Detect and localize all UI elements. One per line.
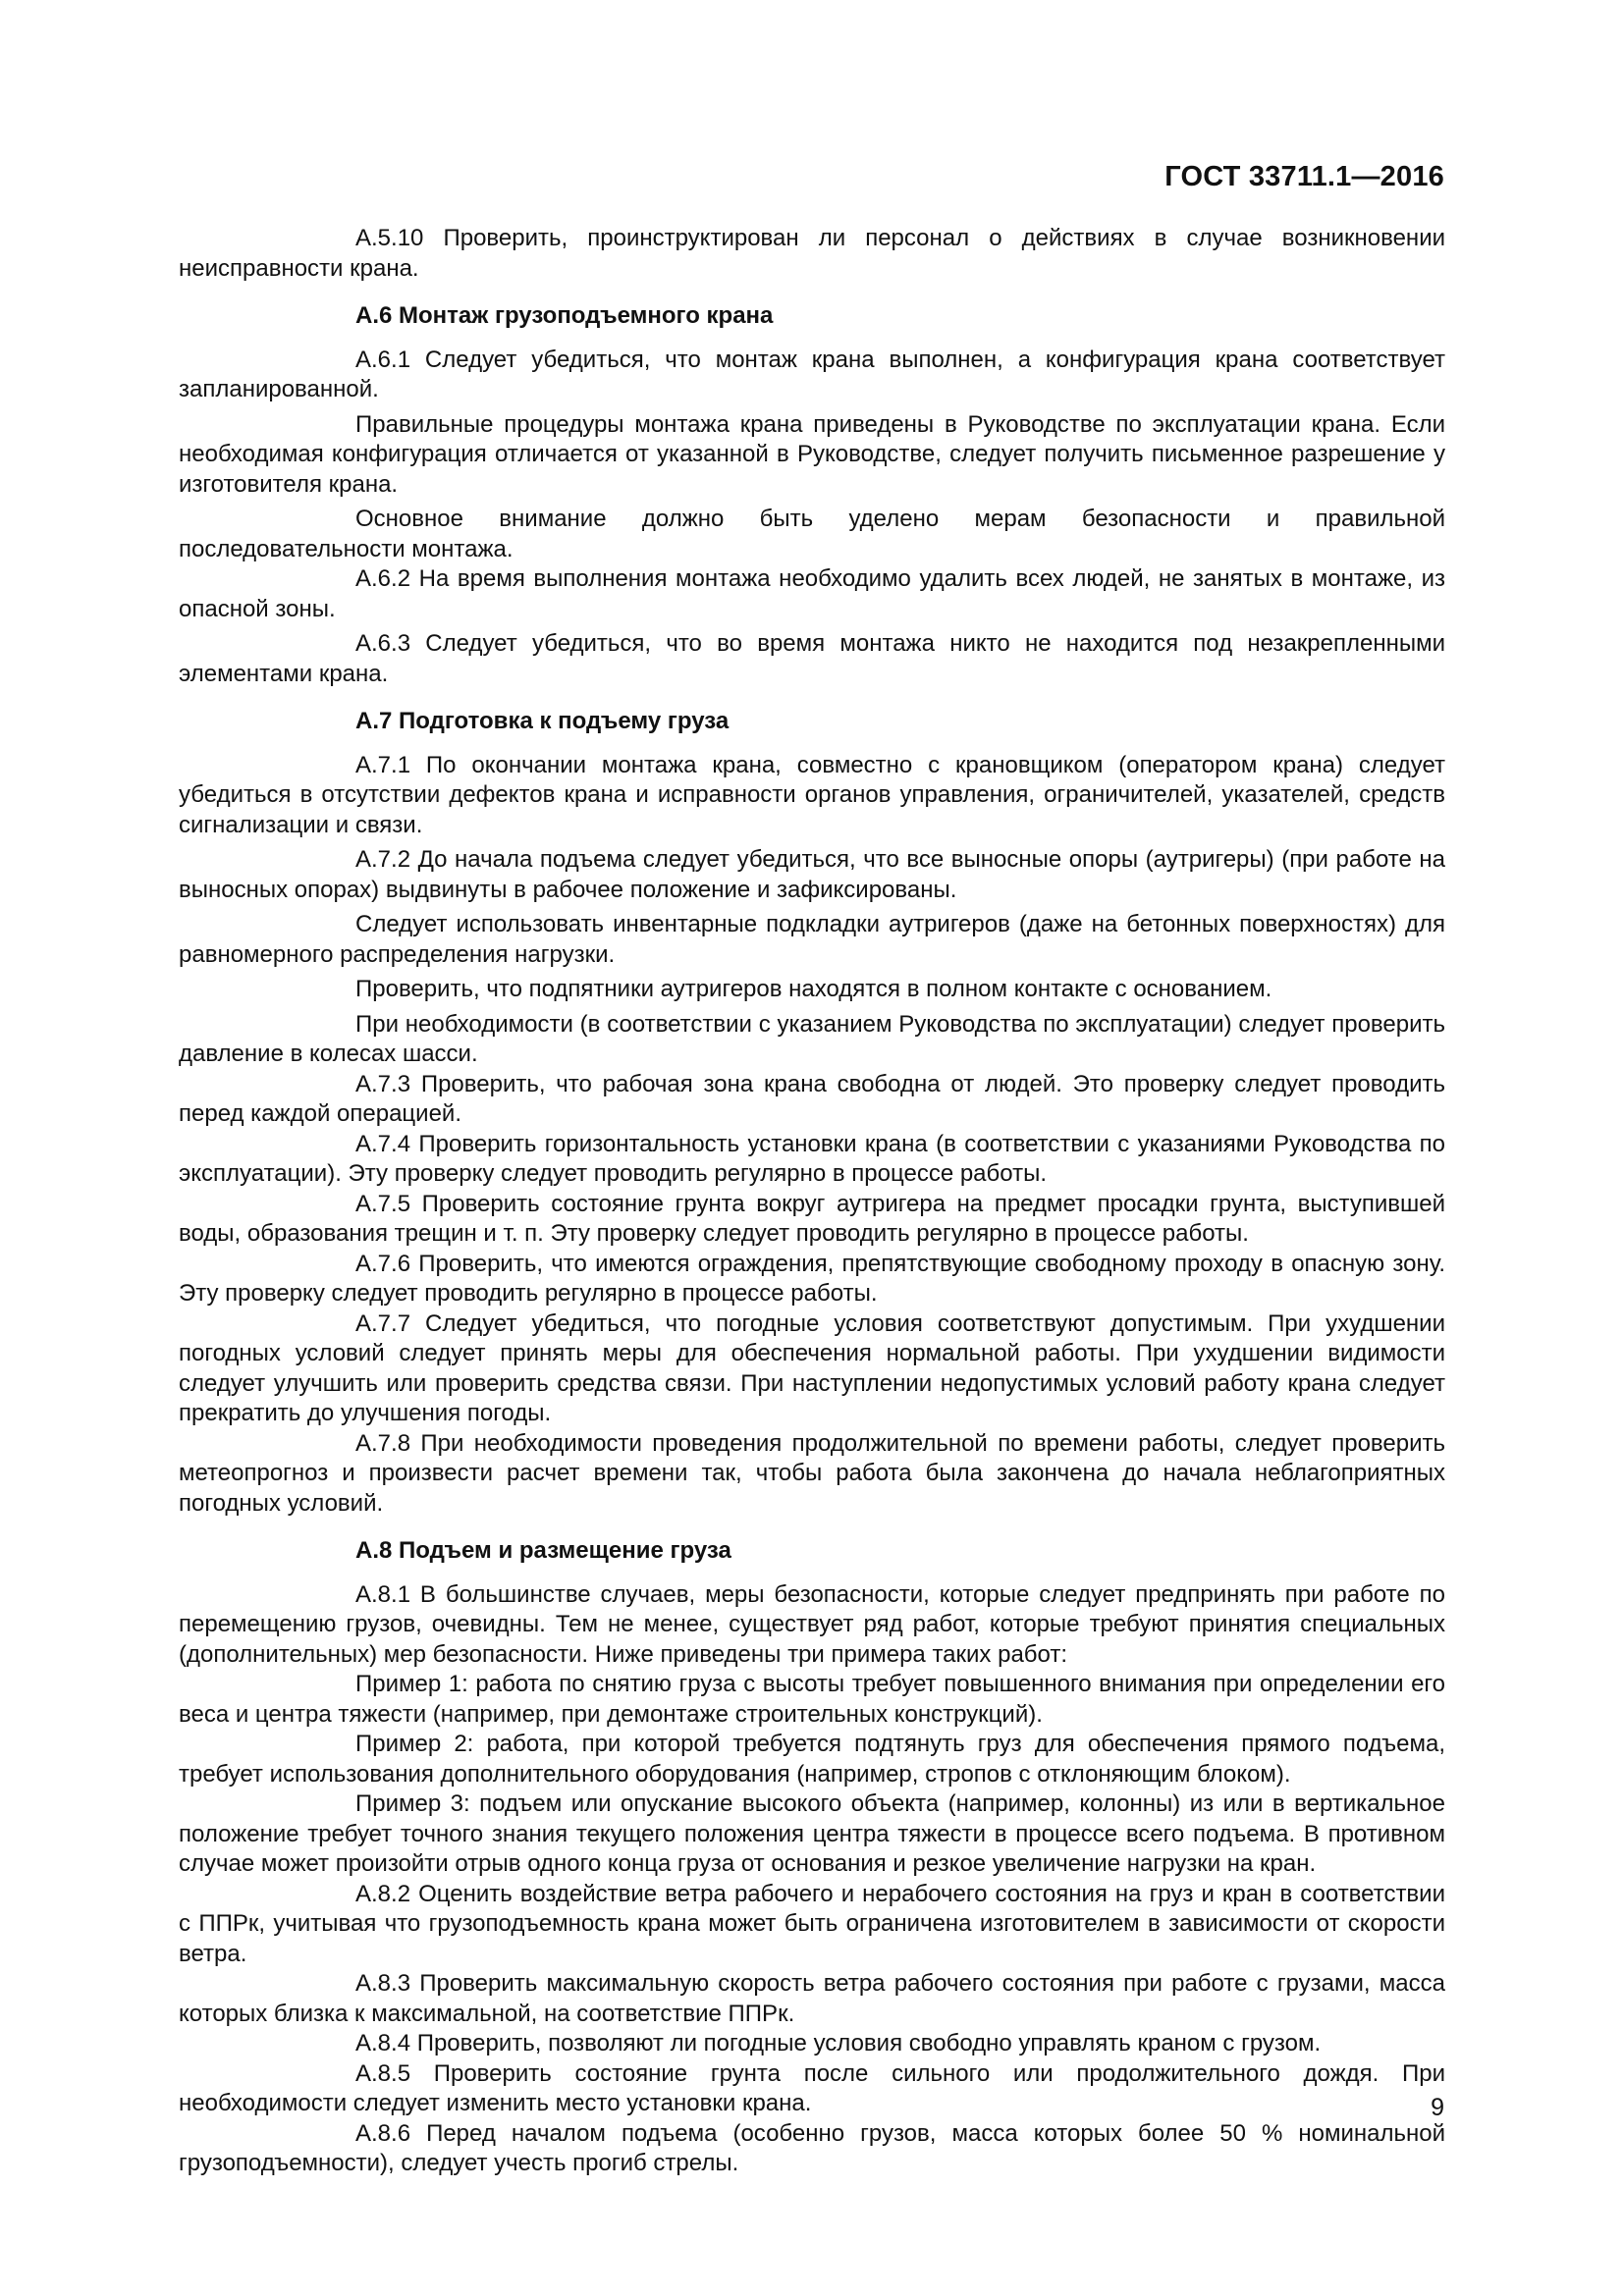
page-number: 9 [1431,2094,1444,2121]
paragraph-a-8-1: А.8.1 В большинстве случаев, меры безопасности, которые следует предпринять при работе по перемещению грузов, очевидны. Тем не менее, существует ряд работ, которые требуют принятия специальных (дополнительных) мер безопасности. Ниже приведены три примера таких работ: [179,1580,1445,1668]
paragraph-a-6-3: А.6.3 Следует убедиться, что во время монтажа никто не находится под незакрепленными элементами крана. [179,630,1445,687]
heading-a-8: А.8 Подъем и размещение груза [355,1537,731,1564]
paragraph-a-7-8: А.7.8 При необходимости проведения продолжительной по времени работы, следует проверить метеопрогноз и произвести расчет времени так, чтобы работа была закончена до начала неблагоприятных погодных условий. [179,1429,1445,1517]
paragraph-a-7-2-pressure: При необходимости (в соответствии с указанием Руководства по эксплуатации) следует проверить давление в колесах шасси. [179,1010,1445,1067]
paragraph-example-1: Пример 1: работа по снятию груза с высоты требует повышенного внимания при определении его веса и центра тяжести (например, при демонтаже строительных конструкций). [179,1671,1445,1728]
paragraph-a-5-10: А.5.10 Проверить, проинструктирован ли персонал о действиях в случае возникновении неисправности крана. [179,225,1445,282]
paragraph-a-6-1-note: Правильные процедуры монтажа крана приведены в Руководстве по эксплуатации крана. Если необходимая конфигурация отличается от указанной в Руководстве, следует получить письменное разрешение у изготовителя крана. [179,410,1445,498]
paragraph-a-7-4: А.7.4 Проверить горизонтальность установки крана (в соответствии с указаниями Руководства по эксплуатации). Эту проверку следует проводить регулярно в процессе работы. [179,1130,1445,1187]
paragraph-a-7-6: А.7.6 Проверить, что имеются ограждения, препятствующие свободному проходу в опасную зону. Эту проверку следует проводить регулярно в процессе работы. [179,1250,1445,1307]
paragraph-a-7-1: А.7.1 По окончании монтажа крана, совместно с крановщиком (оператором крана) следует убедиться в отсутствии дефектов крана и исправности органов управления, ограничителей, указателей, средств сигнализации и связи. [179,751,1445,838]
document-body [179,224,1445,2179]
paragraph-a-7-7: А.7.7 Следует убедиться, что погодные условия соответствуют допустимым. При ухудшении погодных условий следует принять меры для обеспечения нормальной работы. При ухудшении видимости следует улучшить или проверить средства связи. При наступлении недопустимых условий работу крана следует прекратить до улучшения погоды. [179,1309,1445,1426]
paragraph-a-6-1-attention: Основное внимание должно быть уделено мерам безопасности и правильной последовательности монтажа. [179,506,1445,562]
document-number: ГОСТ 33711.1—2016 [1164,161,1444,192]
paragraph-example-2: Пример 2: работа, при которой требуется подтянуть груз для обеспечения прямого подъема, требует использования дополнительного оборудования (например, стропов с отклоняющим блоком). [179,1731,1445,1788]
paragraph-a-8-3: А.8.3 Проверить максимальную скорость ветра рабочего состояния при работе с грузами, масса которых близка к максимальной, на соответствие ППРк. [179,1970,1445,2027]
paragraph-a-7-5: А.7.5 Проверить состояние грунта вокруг аутригера на предмет просадки грунта, выступившей воды, образования трещин и т. п. Эту проверку следует проводить регулярно в процессе работы. [179,1190,1445,1247]
paragraph-a-8-2: А.8.2 Оценить воздействие ветра рабочего и нерабочего состояния на груз и кран в соответствии с ППРк, учитывая что грузоподъемность крана может быть ограничена изготовителем в зависимости от скорости ветра. [179,1880,1445,1967]
paragraph-a-8-6: А.8.6 Перед началом подъема (особенно грузов, масса которых более 50 % номинальной грузоподъемности), следует учесть прогиб стрелы. [179,2119,1445,2176]
paragraph-a-7-3: А.7.3 Проверить, что рабочая зона крана свободна от людей. Это проверку следует проводить перед каждой операцией. [179,1070,1445,1127]
paragraph-example-3: Пример 3: подъем или опускание высокого объекта (например, колонны) из или в вертикальное положение требует точного знания текущего положения центра тяжести в процессе всего подъема. В противном случае может произойти отрыв одного конца груза от основания и резкое увеличение нагрузки на кран. [179,1790,1445,1877]
paragraph-a-6-1: А.6.1 Следует убедиться, что монтаж крана выполнен, а конфигурация крана соответствует запланированной. [179,346,1445,402]
heading-a-6: А.6 Монтаж грузоподъемного крана [355,302,774,329]
paragraph-a-7-2-pads: Следует использовать инвентарные подкладки аутригеров (даже на бетонных поверхностях) для равномерного распределения нагрузки. [179,911,1445,968]
paragraph-a-7-2-footpads: Проверить, что подпятники аутригеров находятся в полном контакте с основанием. [355,976,1272,1002]
paragraph-a-6-2: А.6.2 На время выполнения монтажа необходимо удалить всех людей, не занятых в монтаже, из опасной зоны. [179,565,1445,622]
heading-a-7: А.7 Подготовка к подъему груза [355,708,730,734]
paragraph-a-8-5: А.8.5 Проверить состояние грунта после сильного или продолжительного дождя. При необходимости следует изменить место установки крана. [179,2059,1445,2116]
paragraph-a-8-4: А.8.4 Проверить, позволяют ли погодные условия свободно управлять краном с грузом. [355,2030,1322,2056]
paragraph-a-7-2: А.7.2 До начала подъема следует убедиться, что все выносные опоры (аутригеры) (при работе на выносных опорах) выдвинуты в рабочее положение и зафиксированы. [179,846,1445,903]
